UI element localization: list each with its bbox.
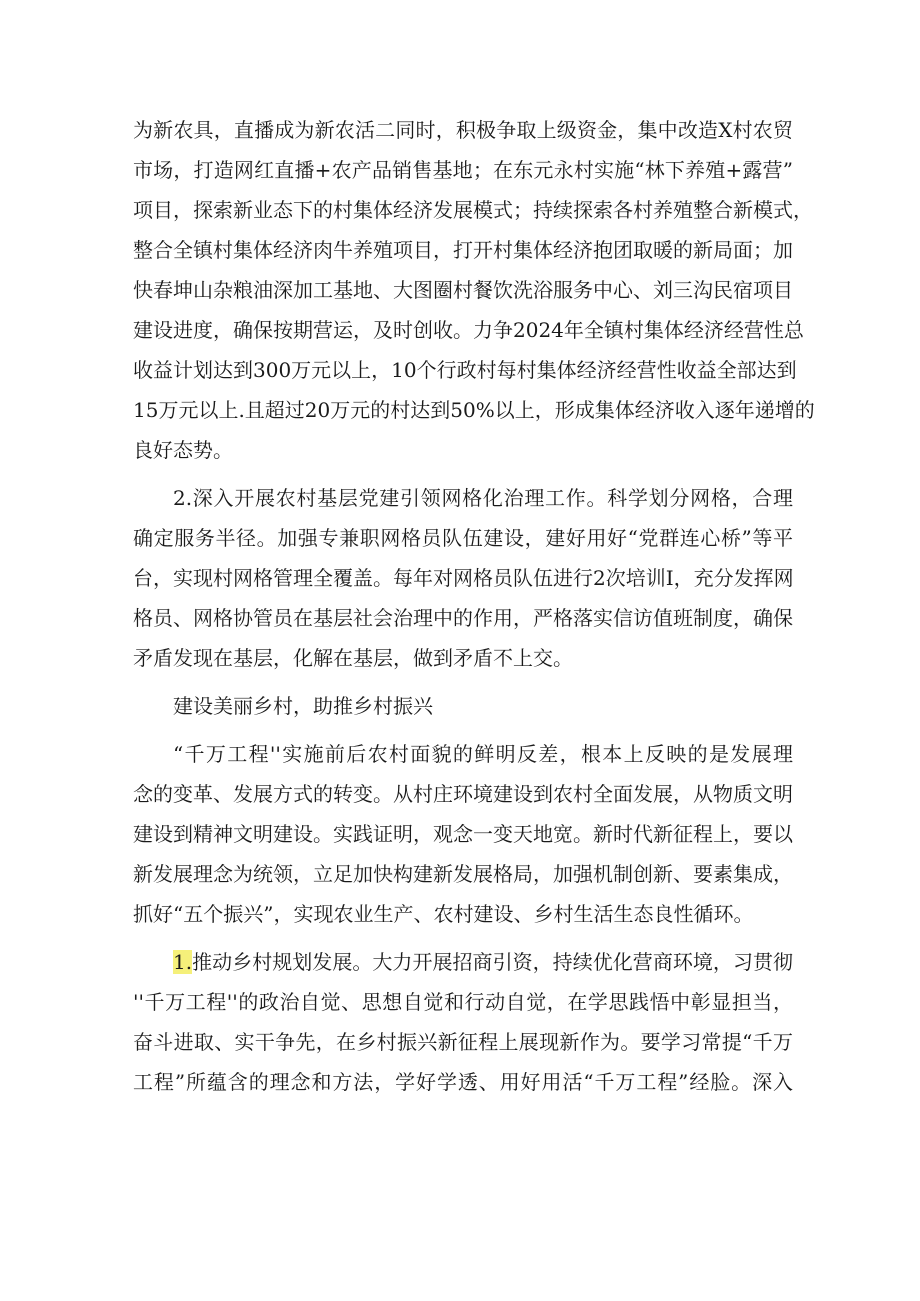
text-line: 快春坤山杂粮油深加工基地、大图圈村餐饮洗浴服务中心、刘三沟民宿项目 — [133, 278, 793, 302]
text-line: 格员、网格协管员在基层社会治理中的作用，严格落实信访值班制度，确保 — [133, 606, 793, 630]
paragraph-ten-million-project — [133, 734, 793, 934]
text-line: 15万元以上.且超过20万元的村达到50%以上，形成集体经济收入逐年递增的 — [133, 398, 815, 422]
paragraph-grid-governance — [133, 478, 793, 678]
text-line — [133, 942, 793, 982]
text-line: 良好态势。 — [133, 438, 233, 462]
text-line: 市场，打造网红直播+农产品销售基地；在东元永村实施“林下养殖+露营” — [133, 158, 793, 182]
paragraph-rural-economy — [133, 110, 815, 470]
text-line: 确定服务半径。加强专兼职网格员队伍建设，建好用好“党群连心桥”等平 — [133, 526, 793, 550]
text-line: 整合全镇村集体经济肉牛养殖项目，打开村集体经济抱团取暖的新局面；加 — [133, 238, 793, 262]
paragraph-rural-planning — [133, 942, 793, 1102]
text-line: 工程”所蕴含的理念和方法，学好学透、用好用活“千万工程”经脸。深入 — [133, 1070, 793, 1094]
text-line: “千万工程''实施前后农村面貌的鲜明反差，根本上反映的是发展理 — [173, 742, 793, 766]
text-line: 新发展理念为统领，立足加快构建新发展格局，加强机制创新、要素集成， — [133, 862, 793, 886]
text-line: ''千万工程''的政治自觉、思想自觉和行动自觉，在学思践悟中彰显担当， — [133, 990, 793, 1014]
highlighted-number: 1. — [173, 950, 193, 974]
text-line: 念的变革、发展方式的转变。从村庄环境建设到农村全面发展，从物质文明 — [133, 782, 793, 806]
document-body — [133, 110, 815, 1102]
text-line: 建设进度，确保按期营运，及时创收。力争2024年全镇村集体经济经营性总 — [133, 318, 804, 342]
text-line: 建设到精神文明建设。实践证明，观念一变天地宽。新时代新征程上，要以 — [133, 822, 793, 846]
text-line: 项目，探索新业态下的村集体经济发展模式；持续探索各村养殖整合新模式， — [133, 198, 813, 222]
text-line: 抓好“五个振兴”，实现农业生产、农村建设、乡村生活生态良性循环。 — [133, 902, 754, 926]
text-line: 2.深入开展农村基层党建引领网格化治理工作。科学划分网格，合理 — [173, 486, 793, 510]
text-segment: 推动乡村规划发展。大力开展招商引资，持续优化营商环境，习贯彻 — [192, 950, 793, 974]
text-line: 为新农具，直播成为新农活二同时，积极争取上级资金，集中改造X村农贸 — [133, 118, 793, 142]
text-line: 奋斗进取、实干争先，在乡村振兴新征程上展现新作为。要学习常提“千万 — [133, 1030, 793, 1054]
text-line: 收益计划达到300万元以上，10个行政村每村集体经济经营性收益全部达到 — [133, 358, 797, 382]
text-line: 矛盾发现在基层，化解在基层，做到矛盾不上交。 — [133, 646, 573, 670]
section-heading: 建设美丽乡村，助推乡村振兴 — [173, 694, 433, 718]
text-line: 台，实现村网格管理全覆盖。每年对网格员队伍进行2次培训I，充分发挥网 — [133, 566, 794, 590]
